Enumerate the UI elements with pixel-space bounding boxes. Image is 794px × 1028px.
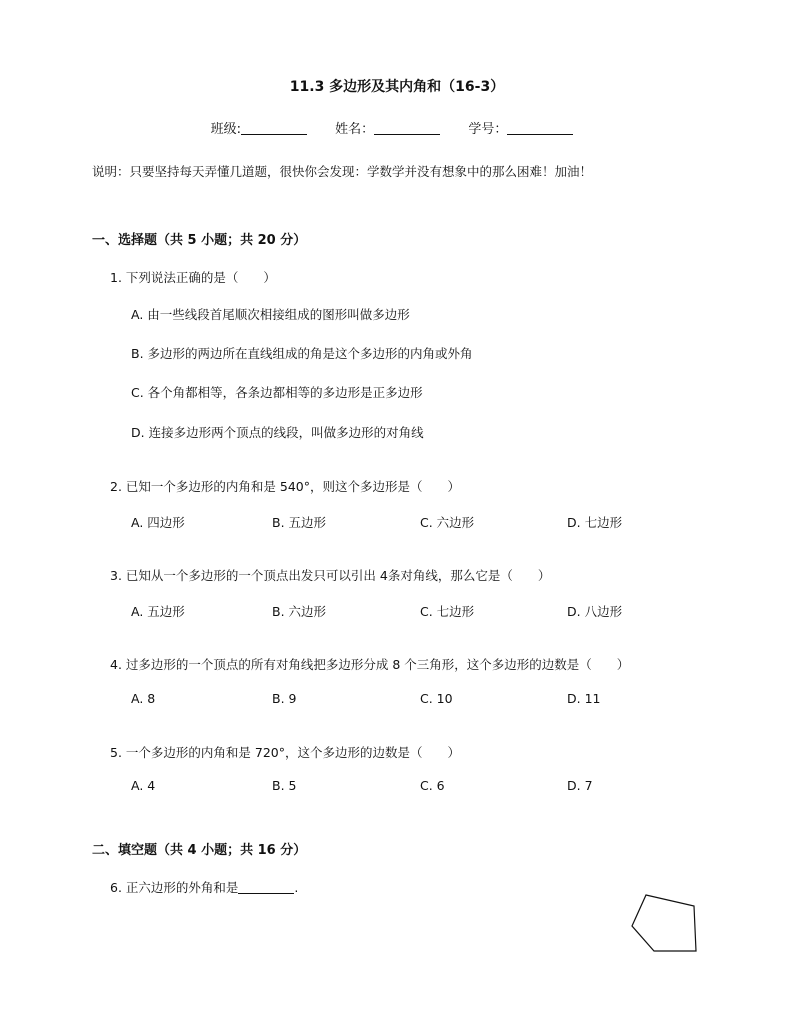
- student-id-blank[interactable]: [507, 121, 573, 135]
- question-6: [110, 878, 298, 896]
- name-label: 姓名：: [335, 122, 375, 137]
- student-id-label: 学号：: [468, 122, 508, 137]
- option-c: C. 各个角都相等，各条边都相等的多边形是正多边形: [131, 385, 423, 400]
- question-stem: 4. 过多边形的一个顶点的所有对角线把多边形分成 8 个三角形，这个多边形的边数是（ ）: [110, 657, 630, 672]
- option-c: C. 七边形: [420, 604, 475, 619]
- option-c: C. 六边形: [420, 515, 475, 530]
- option-a: A. 四边形: [131, 515, 185, 530]
- option-a: A. 五边形: [131, 604, 185, 619]
- option-d: D. 7: [567, 778, 593, 793]
- option-d: D. 七边形: [567, 515, 623, 530]
- answer-blank[interactable]: [238, 881, 294, 894]
- question-stem: 3. 已知从一个多边形的一个顶点出发只可以引出 4条对角线，那么它是（ ）: [110, 568, 551, 583]
- option-b: B. 9: [272, 691, 297, 706]
- option-b: B. 多边形的两边所在直线组成的角是这个多边形的内角或外角: [131, 346, 473, 361]
- class-label: 班级:: [210, 122, 242, 137]
- option-a: A. 8: [131, 691, 156, 706]
- option-b: B. 五边形: [272, 515, 327, 530]
- instructions-note: 说明：只要坚持每天弄懂几道题，很快你会发现：学数学并没有想象中的那么困难！加油！: [92, 164, 593, 179]
- option-d: D. 11: [567, 691, 601, 706]
- option-d: D. 连接多边形两个顶点的线段，叫做多边形的对角线: [131, 425, 424, 440]
- option-a: A. 由一些线段首尾顺次相接组成的图形叫做多边形: [131, 307, 410, 322]
- pentagon-shape: [632, 895, 696, 951]
- question-stem: 5. 一个多边形的内角和是 720°，这个多边形的边数是（ ）: [110, 745, 460, 760]
- pentagon-figure: [624, 888, 704, 958]
- question-stem: 2. 已知一个多边形的内角和是 540°，则这个多边形是（ ）: [110, 479, 460, 494]
- student-info-row: [0, 118, 794, 137]
- option-c: C. 10: [420, 691, 453, 706]
- section-heading-choice: 一、选择题（共 5 小题；共 20 分）: [92, 233, 307, 248]
- option-b: B. 六边形: [272, 604, 327, 619]
- class-blank[interactable]: [241, 121, 307, 135]
- option-b: B. 5: [272, 778, 297, 793]
- question-end-mark: .: [294, 880, 299, 895]
- section-heading-fill: 二、填空题（共 4 小题；共 16 分）: [92, 843, 307, 858]
- name-blank[interactable]: [374, 121, 440, 135]
- question-stem: 6. 正六边形的外角和是: [110, 880, 239, 895]
- option-c: C. 6: [420, 778, 445, 793]
- question-stem: 1. 下列说法正确的是（ ）: [110, 270, 276, 285]
- option-a: A. 4: [131, 778, 156, 793]
- option-d: D. 八边形: [567, 604, 623, 619]
- page-title: 11.3 多边形及其内角和（16-3）: [289, 79, 505, 95]
